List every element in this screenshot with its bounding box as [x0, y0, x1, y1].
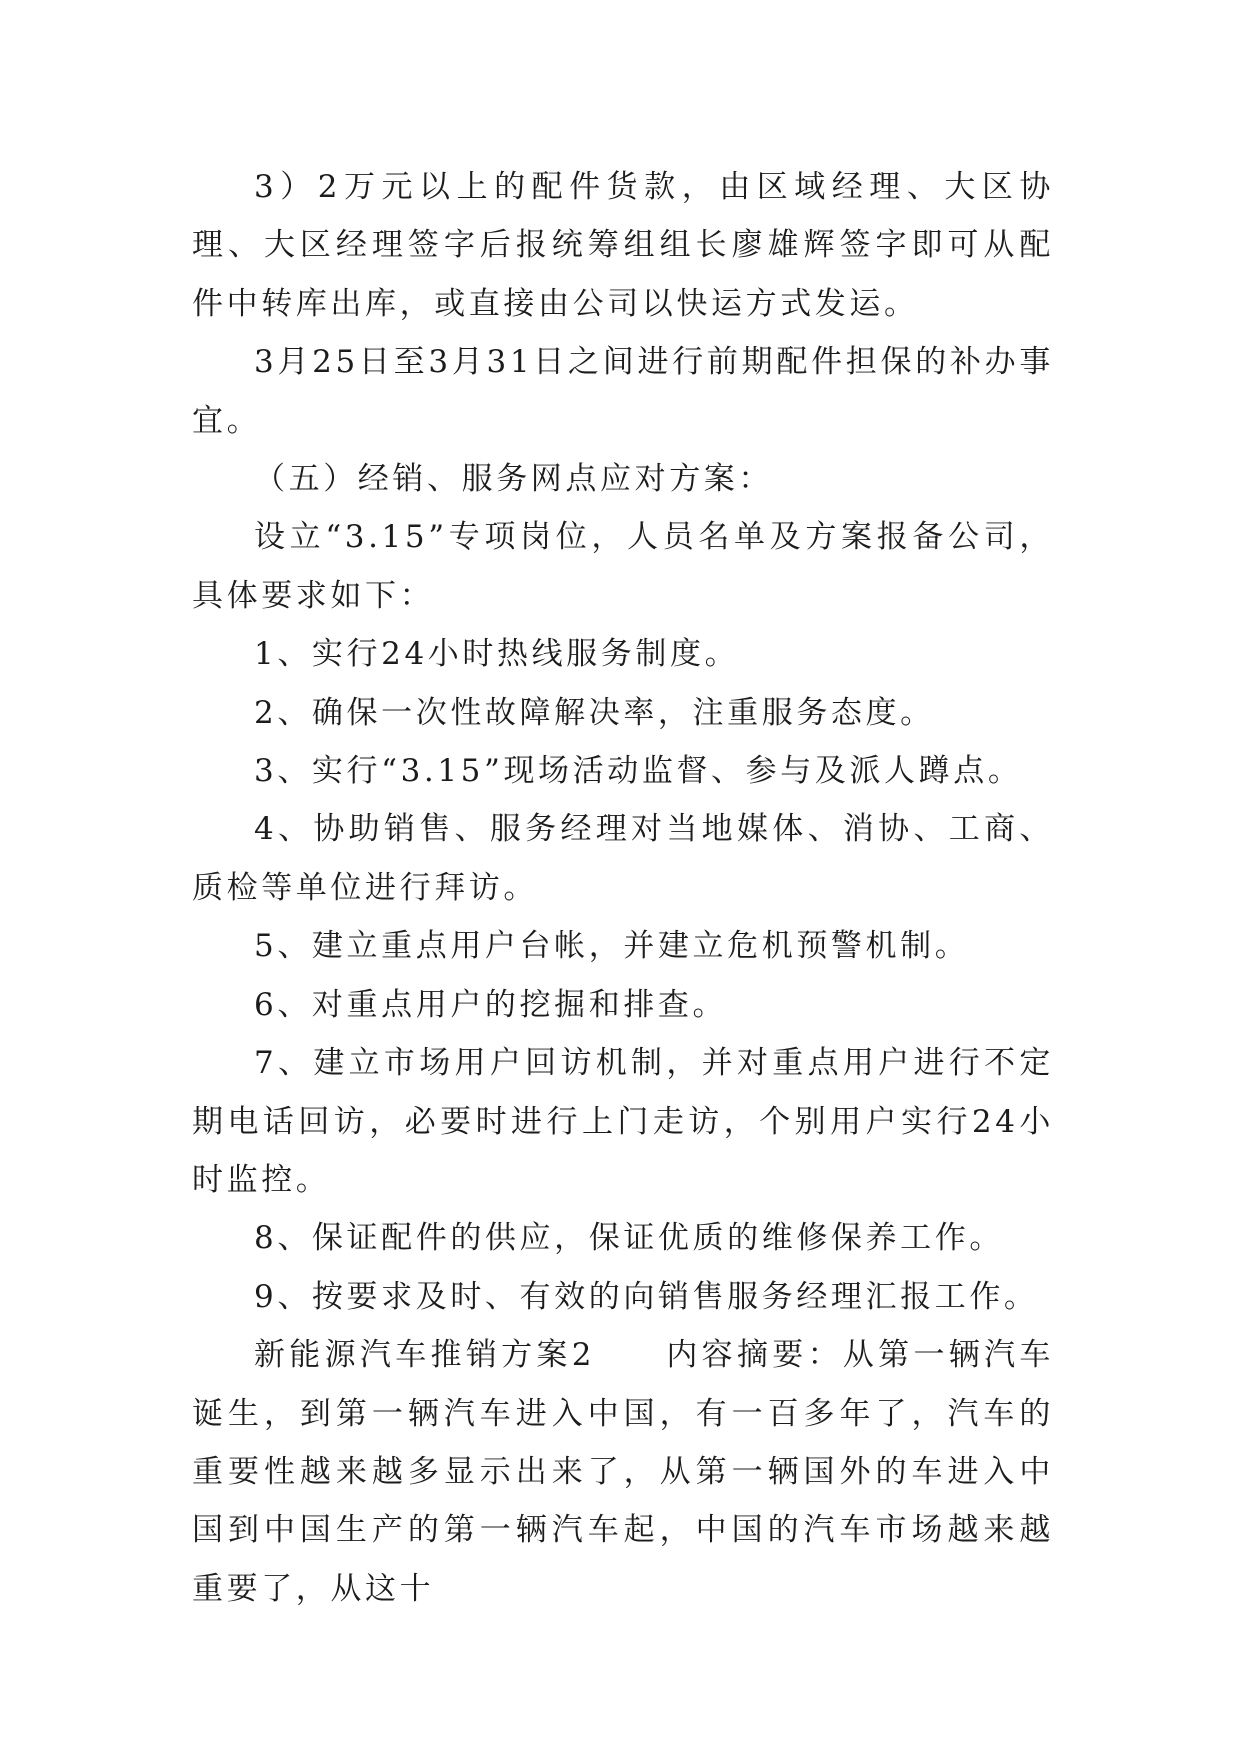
document-body — [192, 158, 1054, 1618]
list-item-8: 8、保证配件的供应，保证优质的维修保养工作。 — [254, 1220, 1004, 1257]
list-item-3: 3、实行“3.15”现场活动监督、参与及派人蹲点。 — [254, 753, 1023, 790]
paragraph-parts-payment-approval: 3）2万元以上的配件货款，由区域经理、大区协理、大区经理签字后报统筹组组长廖雄辉签字即可从配件中转库出库，或直接由公司以快运方式发运。 — [192, 169, 1054, 322]
list-item-4: 4、协助销售、服务经理对当地媒体、消协、工商、质检等单位进行拜访。 — [192, 811, 1054, 906]
list-item-7: 7、建立市场用户回访机制，并对重点用户进行不定期电话回访，必要时进行上门走访，个别用户实行24小时监控。 — [192, 1045, 1054, 1198]
list-item-6: 6、对重点用户的挖掘和排查。 — [254, 986, 728, 1023]
paragraph-plan-2-abstract: 新能源汽车推销方案2 内容摘要：从第一辆汽车诞生，到第一辆汽车进入中国，有一百多年了，汽车的重要性越来越多显示出来了，从第一辆国外的车进入中国到中国生产的第一辆汽车起，中国的汽车市场越来越重要了，从这十 — [192, 1337, 1054, 1607]
list-item-1: 1、实行24小时热线服务制度。 — [254, 636, 740, 673]
paragraph-warranty-makeup-dates: 3月25日至3月31日之间进行前期配件担保的补办事宜。 — [192, 344, 1054, 439]
list-item-9: 9、按要求及时、有效的向销售服务经理汇报工作。 — [254, 1278, 1039, 1315]
list-item-5: 5、建立重点用户台帐，并建立危机预警机制。 — [254, 928, 970, 965]
list-item-2: 2、确保一次性故障解决率，注重服务态度。 — [254, 694, 935, 731]
paragraph-special-post: 设立“3.15”专项岗位，人员名单及方案报备公司，具体要求如下： — [192, 519, 1054, 614]
section-heading-dealer-plan: （五）经销、服务网点应对方案： — [254, 461, 773, 498]
